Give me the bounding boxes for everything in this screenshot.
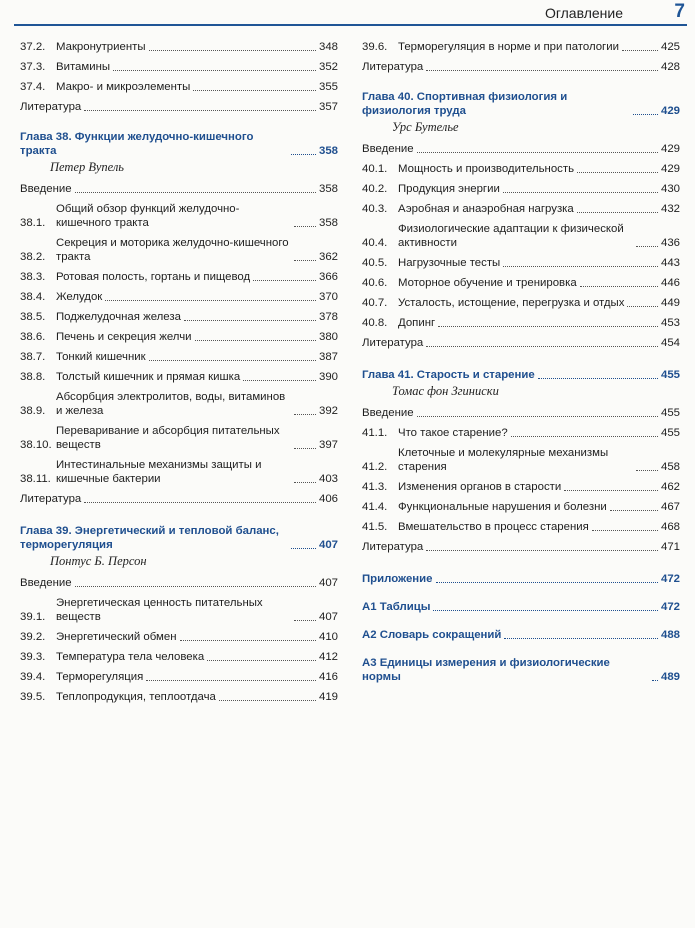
entry-title: Вмешательство в процесс старения <box>398 521 589 533</box>
toc-entry[interactable] <box>362 162 680 176</box>
toc-entry[interactable] <box>20 690 338 704</box>
entry-title: Литература <box>20 101 82 113</box>
entry-number: 41.4. <box>362 501 388 513</box>
page-ref: 430 <box>660 183 680 195</box>
entry-title: Глава 40. Спортивная физиология и физиология труда <box>362 91 568 117</box>
dot-leader <box>207 660 316 661</box>
entry-title: Поджелудочная железа <box>56 311 181 323</box>
entry-number: 40.4. <box>362 237 388 249</box>
toc-right-column <box>362 40 680 698</box>
toc-entry[interactable] <box>362 446 680 474</box>
page-ref: 462 <box>660 481 680 493</box>
entry-number: 38.7. <box>20 351 46 363</box>
entry-title: Энергетическая ценность питательных веществ <box>56 597 263 623</box>
dot-leader <box>149 360 316 361</box>
dot-leader <box>633 114 658 115</box>
page-ref: 443 <box>660 257 680 269</box>
entry-number: 37.4. <box>20 81 46 93</box>
toc-entry[interactable] <box>20 492 338 506</box>
entry-title: Литература <box>362 337 424 349</box>
chapter-heading-39[interactable] <box>20 524 338 552</box>
toc-entry[interactable] <box>362 500 680 514</box>
page-ref: 458 <box>660 461 680 473</box>
entry-number: 40.5. <box>362 257 388 269</box>
page-ref: 352 <box>318 61 338 73</box>
page-ref: 472 <box>660 601 680 613</box>
entry-title: Литература <box>362 61 424 73</box>
toc-entry[interactable] <box>362 202 680 216</box>
toc-entry[interactable] <box>362 316 680 330</box>
toc-entry[interactable] <box>362 222 680 250</box>
toc-entry[interactable] <box>20 630 338 644</box>
dot-leader <box>291 548 316 549</box>
entry-number: 38.6. <box>20 331 46 343</box>
chapter-heading-41[interactable] <box>362 368 680 382</box>
page-ref: 412 <box>318 651 338 663</box>
dot-leader <box>184 320 316 321</box>
entry-number: 40.2. <box>362 183 388 195</box>
toc-entry[interactable] <box>20 80 338 94</box>
entry-title: Абсорбция электролитов, воды, витаминов и железа <box>56 391 286 417</box>
dot-leader <box>219 700 316 701</box>
entry-title: Усталость, истощение, перегрузка и отдых <box>398 297 625 309</box>
toc-entry[interactable] <box>362 336 680 350</box>
toc-entry[interactable] <box>20 390 338 418</box>
entry-title: Температура тела человека <box>56 651 205 663</box>
entry-number: 38.1. <box>20 217 46 229</box>
toc-entry[interactable] <box>362 182 680 196</box>
toc-entry[interactable] <box>20 350 338 364</box>
entry-number: 37.2. <box>20 41 46 53</box>
page-ref: 467 <box>660 501 680 513</box>
entry-title: Энергетический обмен <box>56 631 177 643</box>
dot-leader <box>610 510 658 511</box>
page-ref: 468 <box>660 521 680 533</box>
toc-entry[interactable] <box>20 670 338 684</box>
page-header <box>0 0 695 28</box>
entry-title: Общий обзор функций желудочно-кишечного тракта <box>56 203 240 229</box>
entry-number: 39.2. <box>20 631 46 643</box>
dot-leader <box>503 192 658 193</box>
toc-entry[interactable] <box>20 290 338 304</box>
entry-number: 38.10. <box>20 439 52 451</box>
page-ref: 455 <box>660 407 680 419</box>
entry-title: Введение <box>362 407 414 419</box>
page-ref: 387 <box>318 351 338 363</box>
entry-number: 39.1. <box>20 611 46 623</box>
page-ref: 429 <box>660 163 680 175</box>
dot-leader <box>636 246 658 247</box>
chapter-heading-38[interactable] <box>20 130 338 158</box>
toc-entry[interactable] <box>362 142 680 156</box>
toc-entry[interactable] <box>20 236 338 264</box>
entry-number: 38.4. <box>20 291 46 303</box>
dot-leader <box>426 550 658 551</box>
dot-leader <box>75 586 316 587</box>
entry-title: Глава 38. Функции желудочно-кишечного тракта <box>20 131 254 157</box>
dot-leader <box>652 680 658 681</box>
dot-leader <box>438 326 658 327</box>
page-ref: 370 <box>318 291 338 303</box>
dot-leader <box>580 286 658 287</box>
dot-leader <box>193 90 316 91</box>
entry-number: 38.9. <box>20 405 46 417</box>
entry-number: 38.11. <box>20 473 51 485</box>
dot-leader <box>149 50 316 51</box>
dot-leader <box>592 530 658 531</box>
entry-title: Литература <box>20 493 82 505</box>
chapter-heading-40[interactable] <box>362 90 680 118</box>
page-ref: 358 <box>318 183 338 195</box>
header-rule <box>14 24 687 26</box>
page-ref: 432 <box>660 203 680 215</box>
entry-title: Введение <box>20 577 72 589</box>
entry-title: А2 Словарь сокращений <box>362 629 502 641</box>
page-ref: 428 <box>660 61 680 73</box>
page-ref: 446 <box>660 277 680 289</box>
toc-entry[interactable] <box>20 458 338 486</box>
page-ref: 358 <box>318 145 338 157</box>
entry-title: Глава 39. Энергетический и тепловой баланс, терморегуляция <box>20 525 279 551</box>
entry-title: Литература <box>362 541 424 553</box>
toc-entry[interactable] <box>362 296 680 310</box>
entry-title: Интестинальные механизмы защиты и кишечные бактерии <box>56 459 262 485</box>
page-ref: 455 <box>660 427 680 439</box>
toc-entry[interactable] <box>20 310 338 324</box>
dot-leader <box>253 280 316 281</box>
dot-leader <box>577 172 658 173</box>
entry-title: Печень и секреция желчи <box>56 331 192 343</box>
dot-leader <box>294 226 316 227</box>
dot-leader <box>294 448 316 449</box>
page-ref: 380 <box>318 331 338 343</box>
entry-title: Желудок <box>56 291 103 303</box>
entry-title: Секреция и моторика желудочно-кишечного тракта <box>56 237 289 263</box>
entry-title: Изменения органов в старости <box>398 481 562 493</box>
page-ref: 410 <box>318 631 338 643</box>
toc-entry[interactable] <box>20 100 338 114</box>
dot-leader <box>577 212 658 213</box>
entry-title: Толстый кишечник и прямая кишка <box>56 371 241 383</box>
entry-number: 41.2. <box>362 461 388 473</box>
entry-title: Тонкий кишечник <box>56 351 146 363</box>
page-ref: 453 <box>660 317 680 329</box>
toc-entry[interactable] <box>362 40 680 54</box>
page-ref: 357 <box>318 101 338 113</box>
toc-left-column <box>20 40 338 710</box>
toc-entry[interactable] <box>362 520 680 534</box>
entry-number: 40.3. <box>362 203 388 215</box>
entry-title: Ротовая полость, гортань и пищевод <box>56 271 251 283</box>
page-ref: 362 <box>318 251 338 263</box>
page-ref: 419 <box>318 691 338 703</box>
entry-title: Введение <box>362 143 414 155</box>
appendix-entry[interactable] <box>362 600 680 614</box>
appendix-entry[interactable] <box>362 628 680 642</box>
dot-leader <box>243 380 316 381</box>
dot-leader <box>75 192 316 193</box>
dot-leader <box>195 340 316 341</box>
dot-leader <box>84 110 316 111</box>
page-ref: 407 <box>318 539 338 551</box>
page-ref: 366 <box>318 271 338 283</box>
dot-leader <box>622 50 658 51</box>
page-ref: 355 <box>318 81 338 93</box>
toc-entry[interactable] <box>20 576 338 590</box>
running-title: Оглавление <box>544 5 623 21</box>
page-ref: 378 <box>318 311 338 323</box>
page-ref: 449 <box>660 297 680 309</box>
page-ref: 406 <box>318 493 338 505</box>
page-ref: 392 <box>318 405 338 417</box>
entry-number: 39.3. <box>20 651 46 663</box>
dot-leader <box>146 680 316 681</box>
dot-leader <box>564 490 658 491</box>
dot-leader <box>436 582 658 583</box>
entry-number: 38.8. <box>20 371 46 383</box>
toc-entry[interactable] <box>362 256 680 270</box>
toc-entry[interactable] <box>362 406 680 420</box>
dot-leader <box>180 640 316 641</box>
dot-leader <box>503 266 658 267</box>
entry-number: 41.5. <box>362 521 388 533</box>
dot-leader <box>426 70 658 71</box>
dot-leader <box>433 610 658 611</box>
dot-leader <box>511 436 658 437</box>
dot-leader <box>113 70 316 71</box>
page-number: 7 <box>674 1 685 22</box>
entry-number: 41.1. <box>362 427 388 439</box>
toc-entry[interactable] <box>20 596 338 624</box>
toc-entry[interactable] <box>20 650 338 664</box>
entry-title: Терморегуляция <box>56 671 144 683</box>
entry-number: 38.3. <box>20 271 46 283</box>
entry-number: 40.8. <box>362 317 388 329</box>
entry-title: Макро- и микроэлементы <box>56 81 191 93</box>
appendix-entry[interactable] <box>362 656 680 684</box>
page-ref: 436 <box>660 237 680 249</box>
dot-leader <box>636 470 658 471</box>
entry-number: 39.5. <box>20 691 46 703</box>
entry-title: Глава 41. Старость и старение <box>362 369 535 381</box>
entry-number: 38.5. <box>20 311 46 323</box>
entry-title: Терморегуляция в норме и при патологии <box>398 41 619 53</box>
entry-title: Переваривание и абсорбция питательных веществ <box>56 425 280 451</box>
entry-title: Аэробная и анаэробная нагрузка <box>398 203 574 215</box>
entry-number: 40.1. <box>362 163 388 175</box>
toc-entry[interactable] <box>20 202 338 230</box>
entry-title: Приложение <box>362 573 433 585</box>
entry-number: 40.6. <box>362 277 388 289</box>
toc-entry[interactable] <box>20 270 338 284</box>
entry-title: Витамины <box>56 61 111 73</box>
dot-leader <box>294 260 316 261</box>
entry-title: Введение <box>20 183 72 195</box>
chapter-author: Понтус Б. Персон <box>50 554 147 568</box>
toc-entry[interactable] <box>362 540 680 554</box>
entry-number: 39.6. <box>362 41 388 53</box>
entry-number: 41.3. <box>362 481 388 493</box>
dot-leader <box>294 620 316 621</box>
page-ref: 403 <box>318 473 338 485</box>
dot-leader <box>84 502 316 503</box>
entry-title: Клеточные и молекулярные механизмы старения <box>398 447 609 473</box>
page-ref: 429 <box>660 105 680 117</box>
toc-entry[interactable] <box>362 60 680 74</box>
page-ref: 489 <box>660 671 680 683</box>
chapter-author: Томас фон Згиниски <box>392 384 499 398</box>
toc-entry[interactable] <box>362 426 680 440</box>
dot-leader <box>294 414 316 415</box>
chapter-author: Петер Вупель <box>50 160 124 174</box>
entry-title: Физиологические адаптации к физической активности <box>398 223 624 249</box>
toc-entry[interactable] <box>362 276 680 290</box>
entry-number: 39.4. <box>20 671 46 683</box>
dot-leader <box>417 416 658 417</box>
dot-leader <box>504 638 658 639</box>
toc-entry[interactable] <box>20 424 338 452</box>
toc-entry[interactable] <box>20 60 338 74</box>
entry-number: 40.7. <box>362 297 388 309</box>
toc-entry[interactable] <box>20 40 338 54</box>
entry-title: А1 Таблицы <box>362 601 431 613</box>
entry-title: Допинг <box>398 317 436 329</box>
page-ref: 407 <box>318 611 338 623</box>
toc-entry[interactable] <box>20 182 338 196</box>
toc-entry[interactable] <box>20 370 338 384</box>
dot-leader <box>291 154 316 155</box>
page-ref: 390 <box>318 371 338 383</box>
page-ref: 455 <box>660 369 680 381</box>
page-ref: 472 <box>660 573 680 585</box>
toc-entry[interactable] <box>20 330 338 344</box>
entry-title: Функциональные нарушения и болезни <box>398 501 607 513</box>
entry-title: А3 Единицы измерения и физиологические нормы <box>362 657 610 683</box>
chapter-author: Урс Бутелье <box>392 120 459 134</box>
entry-title: Нагрузочные тесты <box>398 257 501 269</box>
page-ref: 471 <box>660 541 680 553</box>
page-ref: 425 <box>660 41 680 53</box>
entry-title: Продукция энергии <box>398 183 500 195</box>
page-ref: 416 <box>318 671 338 683</box>
entry-title: Что такое старение? <box>398 427 508 439</box>
page-ref: 488 <box>660 629 680 641</box>
entry-number: 38.2. <box>20 251 46 263</box>
entry-title: Мощность и производительность <box>398 163 575 175</box>
dot-leader <box>417 152 658 153</box>
dot-leader <box>294 482 316 483</box>
page-ref: 358 <box>318 217 338 229</box>
entry-title: Теплопродукция, теплоотдача <box>56 691 216 703</box>
dot-leader <box>627 306 658 307</box>
page-ref: 407 <box>318 577 338 589</box>
entry-number: 37.3. <box>20 61 46 73</box>
appendix-entry[interactable] <box>362 572 680 586</box>
page-ref: 429 <box>660 143 680 155</box>
dot-leader <box>538 378 658 379</box>
page-ref: 454 <box>660 337 680 349</box>
dot-leader <box>426 346 658 347</box>
dot-leader <box>105 300 316 301</box>
entry-title: Моторное обучение и тренировка <box>398 277 577 289</box>
toc-entry[interactable] <box>362 480 680 494</box>
page-ref: 397 <box>318 439 338 451</box>
entry-title: Макронутриенты <box>56 41 146 53</box>
page-ref: 348 <box>318 41 338 53</box>
